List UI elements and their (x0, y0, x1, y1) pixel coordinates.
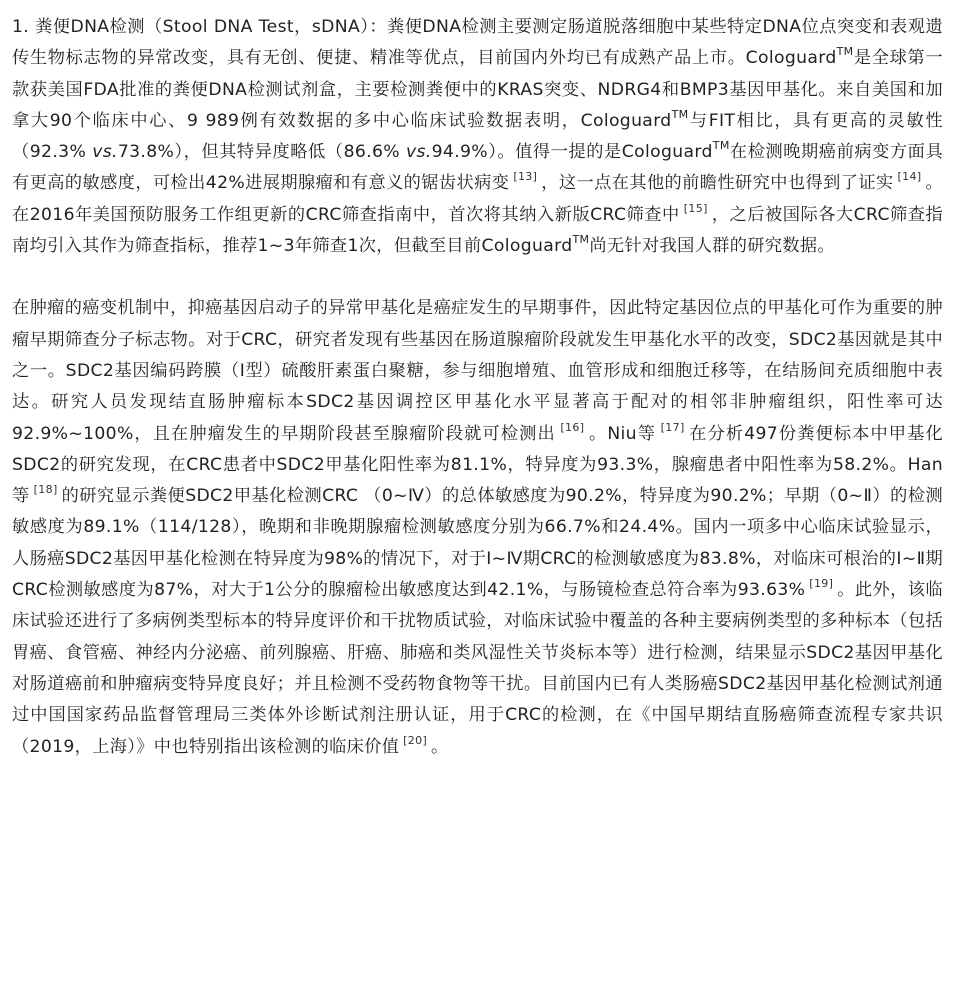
text-run: 在肿瘤的癌变机制中，抑癌基因启动子的异常甲基化是癌症发生的早期事件，因此特定基因位点的甲基化可作为重要的肿瘤早期筛查分子标志物。对于CRC，研究者发现有些基因在肠道腺瘤阶段就发生甲基化水平的改变，SDC2基因就是其中之一。SDC2基因编码跨膜（Ⅰ型）硫酸肝素蛋白聚糖，参与细胞增殖、血管形成和细胞迁移等，在结肠间充质细胞中表达。研究人员发现结直肠肿瘤标本SDC2基因调控区甲基化水平显著高于配对的相邻非肿瘤组织，阳性率可达92.9%~100%，且在肿瘤发生的早期阶段甚至腺瘤阶段就可检测出 (12, 298, 943, 444)
text-run: ，这一点在其他的前瞻性研究中也得到了证实 (541, 173, 894, 194)
text-run: 是全球第一款获美国FDA批准的粪便DNA检测试剂盒，主要检测粪便中的KRAS突变、NDRG4和BMP3基因甲基化。来自美国和加拿大90个临床中心、9 989例有效数据的多中心临床试验数据表明，Cologuard (12, 48, 943, 131)
text-run: 与FIT相比，具有更高的灵敏性（92.3% (12, 110, 943, 163)
text-run: 的研究显示粪便SDC2甲基化检测CRC （0~Ⅳ）的总体敏感度为90.2%，特异度为90.2%；早期（0~Ⅱ）的检测敏感度为89.1%（114/128），晚期和非晚期腺瘤检测敏感度分别为66.7%和24.4%。国内一项多中心临床试验显示，人肠癌SDC2基因甲基化检测在特异度为98%的情况下，对于Ⅰ~Ⅳ期CRC的检测敏感度为83.8%，对临床可根治的Ⅰ~Ⅱ期CRC检测敏感度为87%，对大于1公分的腺瘤检出敏感度达到42.1%，与肠镜检查总符合率为93.63% (12, 486, 943, 601)
citation-reference: [17] (656, 420, 690, 434)
trademark-superscript: TM (836, 45, 854, 59)
text-run: 。在2016年美国预防服务工作组更新的CRC筛查指南中，首次将其纳入新版CRC筛查中 (12, 173, 943, 225)
citation-reference: [13] (509, 170, 542, 184)
text-run: 在分析497份粪便标本中甲基化SDC2的研究发现，在CRC患者中SDC2甲基化阳性率为81.1%，特异度为93.3%，腺瘤患者中阳性率为58.2%。Han等 (12, 423, 943, 507)
citation-reference: [14] (893, 170, 926, 184)
text-run: 。此外，该临床试验还进行了多病例类型标本的特异度评价和干扰物质试验，对临床试验中覆盖的各种主要病例类型的多种标本（包括胃癌、食管癌、神经内分泌癌、前列腺癌、肝癌、肺癌和类风湿性关节炎标本等）进行检测，结果显示SDC2基因甲基化对肠道癌前和肿瘤病变特异度良好；并且检测不受药物食物等干扰。目前国内已有人类肠癌SDC2基因甲基化检测试剂通过中国国家药品监督管理局三类体外诊断试剂注册认证，用于CRC的检测，在《中国早期结直肠癌筛查流程专家共识（2019，上海）》中也特别指出该检测的临床价值 (12, 580, 943, 757)
text-run: 在检测晚期癌前病变方面具有更高的敏感度，可检出42%进展期腺瘤和有意义的锯齿状病变 (12, 142, 943, 194)
trademark-superscript: TM (572, 233, 590, 247)
paragraph-sdna (12, 12, 943, 262)
text-run: 。Niu等 (589, 423, 657, 444)
text-run: 。 (430, 736, 449, 757)
text-run: ，之后被国际各大CRC筛查指南均引入其作为筛查指标，推荐1~3年筛查1次，但截至目前Cologuard (12, 204, 943, 257)
paragraph-sdc2 (12, 293, 943, 762)
text-run: 尚无针对我国人群的研究数据。 (589, 236, 835, 257)
citation-reference: [20] (399, 733, 431, 747)
citation-reference: [18] (29, 483, 62, 497)
citation-reference: [15] (679, 201, 712, 215)
text-run: 94.9%）。值得一提的是Cologuard (431, 142, 713, 163)
text-run: 1. 粪便DNA检测（Stool DNA Test，sDNA）：粪便DNA检测主要测定肠道脱落细胞中某些特定DNA位点突变和表观遗传生物标志物的异常改变，具有无创、便捷、精准等优点，目前国内外均已有成熟产品上市。Cologuard (12, 17, 943, 69)
citation-reference: [16] (555, 420, 590, 434)
citation-reference: [19] (805, 577, 838, 591)
text-run: 73.8%），但其特异度略低（86.6% (117, 142, 406, 163)
trademark-superscript: TM (671, 107, 689, 121)
italic-versus: vs. (405, 142, 432, 163)
trademark-superscript: TM (712, 139, 730, 153)
italic-versus: vs. (92, 142, 118, 163)
